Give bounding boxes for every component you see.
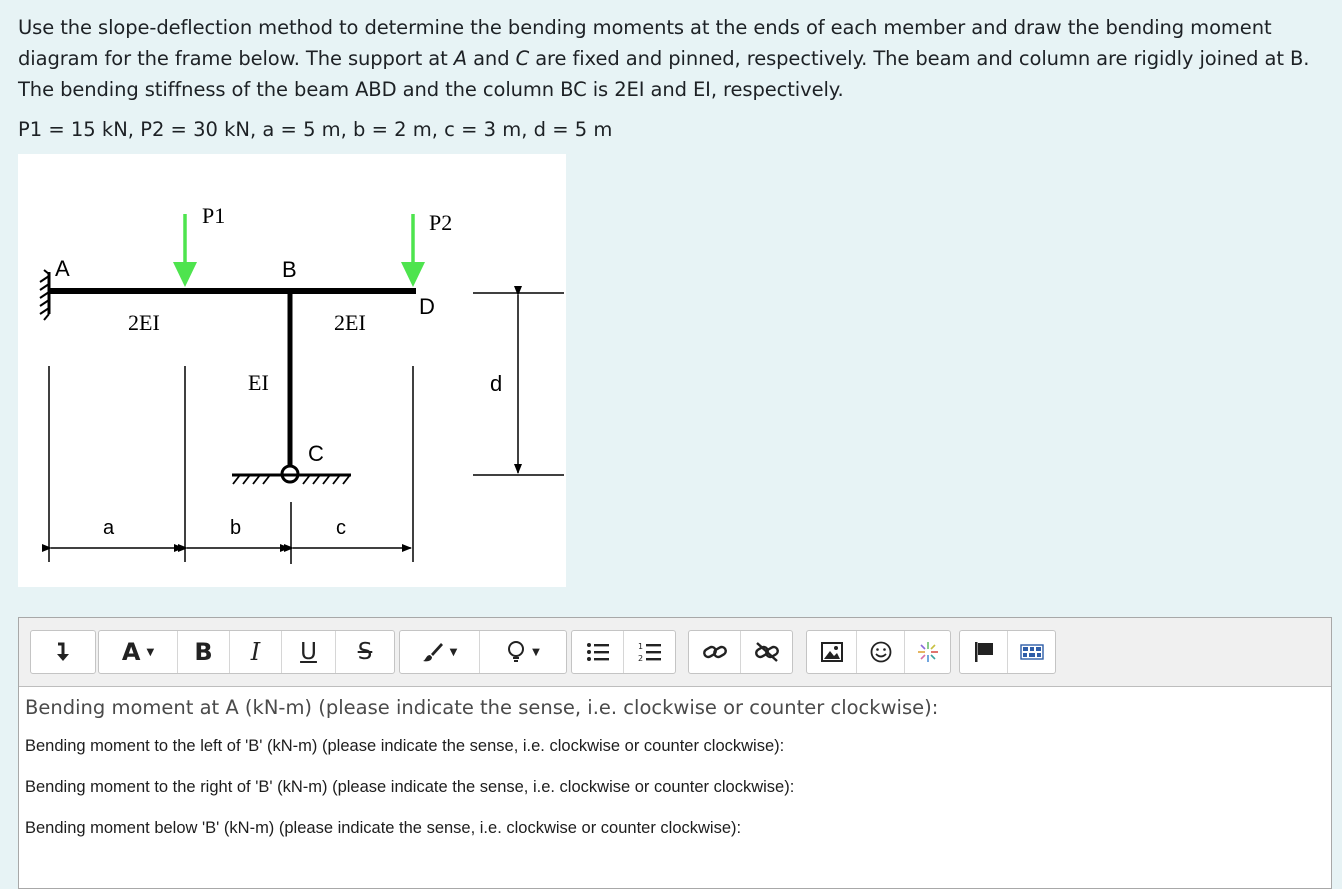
bullet-list-button[interactable] bbox=[572, 631, 624, 673]
bold-icon: B bbox=[194, 638, 213, 666]
toolbar-group-format bbox=[98, 630, 395, 674]
brush-button[interactable] bbox=[400, 631, 480, 673]
fixed-support-a bbox=[40, 270, 49, 320]
label-p1: P1 bbox=[202, 203, 226, 228]
unlink-button[interactable] bbox=[741, 631, 792, 673]
toolbar-group-lists bbox=[571, 630, 676, 674]
chevron-down-icon: ▼ bbox=[146, 646, 155, 658]
unlink-icon bbox=[754, 641, 780, 663]
link-icon bbox=[702, 642, 728, 662]
question-support-a: A bbox=[453, 47, 467, 70]
question-paragraph bbox=[18, 12, 1328, 105]
toolbar-group-links bbox=[688, 630, 793, 674]
frame-figure bbox=[18, 154, 566, 587]
italic-icon: I bbox=[250, 638, 261, 666]
chevron-down-icon: ▼ bbox=[449, 646, 458, 658]
svg-text:1: 1 bbox=[637, 642, 643, 651]
underline-button[interactable] bbox=[282, 631, 336, 673]
underline-icon: U bbox=[300, 639, 317, 665]
question-text-part-2: and bbox=[466, 47, 516, 70]
lightbulb-icon bbox=[506, 640, 526, 664]
load-arrow-p1 bbox=[173, 214, 197, 287]
question-parameters: P1 = 15 kN, P2 = 30 kN, a = 5 m, b = 2 m, c = 3 m, d = 5 m bbox=[18, 118, 613, 141]
label-b: B bbox=[282, 257, 297, 282]
brush-icon bbox=[422, 641, 444, 663]
sparkle-icon bbox=[917, 641, 939, 663]
media-icon bbox=[1020, 642, 1044, 662]
label-ei: EI bbox=[248, 370, 269, 395]
emoji-button[interactable] bbox=[857, 631, 905, 673]
strikethrough-button[interactable] bbox=[336, 631, 394, 673]
undo-arrow-icon[interactable] bbox=[31, 631, 95, 673]
strikethrough-icon: S bbox=[357, 639, 373, 665]
image-icon bbox=[821, 642, 843, 662]
answer-line-moment-left-b: Bending moment to the left of 'B' (kN-m) (please indicate the sense, i.e. clockwise or counter clockwise): bbox=[25, 737, 785, 755]
lightbulb-button[interactable] bbox=[480, 631, 566, 673]
sparkle-button[interactable] bbox=[905, 631, 950, 673]
editor-content[interactable] bbox=[19, 687, 1331, 839]
pinned-support-c bbox=[232, 466, 351, 484]
numbered-list-icon bbox=[638, 641, 662, 663]
label-d: D bbox=[419, 294, 435, 319]
answer-line-moment-a: Bending moment at A (kN-m) (please indicate the sense, i.e. clockwise or counter clockwise): bbox=[25, 696, 939, 719]
question-text-part-3: are fixed and pinned, respectively. The beam and column are rigidly joined at B. The bending stiffness of the beam ABD and the column BC is 2EI and EI, respectively. bbox=[18, 47, 1310, 101]
toolbar-group-extra bbox=[959, 630, 1056, 674]
answer-line-moment-below-b: Bending moment below 'B' (kN-m) (please indicate the sense, i.e. clockwise or counter clockwise): bbox=[25, 819, 742, 837]
question-text-part-1: Use the slope-deflection method to determine the bending moments at the ends of each member and draw the bending moment diagram for the frame below. The support at bbox=[18, 16, 1272, 70]
bullet-list-icon bbox=[586, 642, 610, 662]
bold-button[interactable] bbox=[178, 631, 230, 673]
label-2ei-left: 2EI bbox=[128, 310, 160, 335]
chevron-down-icon: ▼ bbox=[532, 646, 540, 658]
dim-label-c: c bbox=[336, 517, 346, 539]
label-p2: P2 bbox=[429, 210, 453, 235]
toolbar-group-style bbox=[399, 630, 567, 674]
frame-diagram bbox=[18, 154, 566, 587]
answer-line-moment-right-b: Bending moment to the right of 'B' (kN-m) (please indicate the sense, i.e. clockwise or counter clockwise): bbox=[25, 778, 795, 796]
dim-label-b: b bbox=[230, 517, 242, 539]
numbered-list-button[interactable] bbox=[624, 631, 675, 673]
italic-button[interactable] bbox=[230, 631, 282, 673]
flag-button[interactable] bbox=[960, 631, 1008, 673]
toolbar-group-history bbox=[30, 630, 96, 674]
editor-toolbar bbox=[19, 618, 1331, 687]
answer-editor[interactable] bbox=[18, 617, 1332, 889]
dim-label-a: a bbox=[103, 517, 115, 539]
svg-text:2: 2 bbox=[637, 654, 643, 663]
emoji-icon bbox=[870, 641, 892, 663]
flag-icon bbox=[973, 641, 995, 663]
dim-label-d: d bbox=[490, 371, 503, 396]
image-button[interactable] bbox=[807, 631, 857, 673]
label-2ei-right: 2EI bbox=[334, 310, 366, 335]
question-support-c: C bbox=[515, 47, 530, 70]
question-text bbox=[18, 12, 1328, 105]
font-color-button[interactable] bbox=[99, 631, 178, 673]
load-arrow-p2 bbox=[401, 214, 425, 287]
link-button[interactable] bbox=[689, 631, 741, 673]
media-button[interactable] bbox=[1008, 631, 1055, 673]
label-a: A bbox=[55, 256, 70, 281]
label-c: C bbox=[308, 441, 324, 466]
toolbar-group-media bbox=[806, 630, 951, 674]
font-color-icon: A bbox=[121, 638, 141, 666]
